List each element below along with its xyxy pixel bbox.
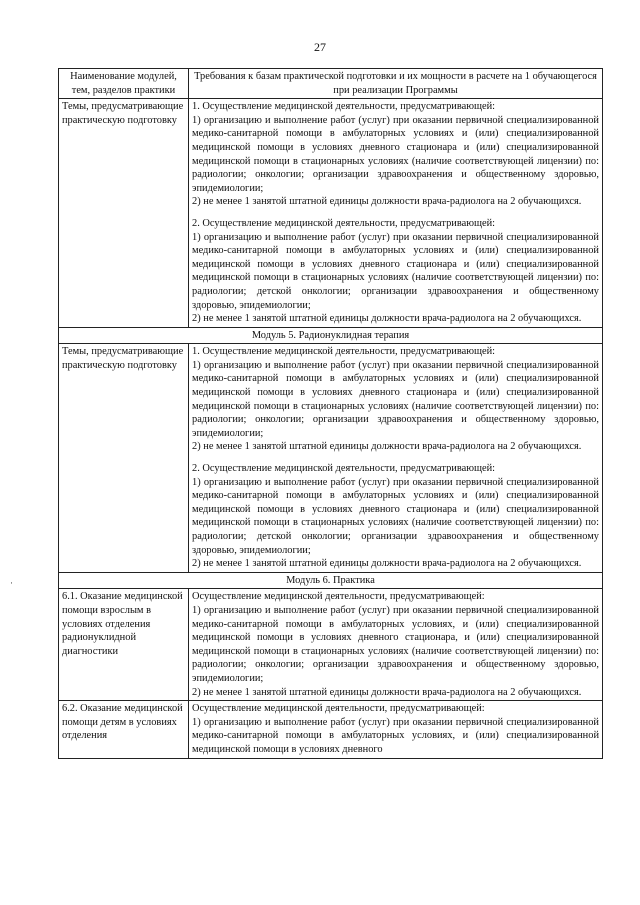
module-title: Модуль 5. Радионуклидная терапия [59, 327, 603, 344]
requirement-line: 2) не менее 1 занятой штатной единицы должности врача-радиолога на 2 обучающихся. [192, 441, 582, 453]
requirements-cell [189, 99, 603, 328]
requirement-line: 1) организацию и выполнение работ (услуг) при оказании первичной специализированной медико-санитарной помощи в амбулаторных условиях и (или) специализированной медицинской помощи в условиях дневного стационара и (или) специализированной медицинской помощи в стационарных условиях (наличие соответствующей лицензии) по: радиологии; детской онкологии; организации здравоохранения и общественному здоровью, эпидемиологии; [192, 476, 599, 556]
requirement-line: Осуществление медицинской деятельности, предусматривающей: [192, 703, 485, 715]
requirement-line: 1) организацию и выполнение работ (услуг) при оказании первичной специализированной медико-санитарной помощи в амбулаторных условиях и (или) специализированной медицинской помощи в условиях дневного стационара и (или) специализированной медицинской помощи в стационарных условиях (наличие соответствующей лицензии) по: радиологии; онкологии; организации здравоохранения и общественному здоровью, эпидемиологии; [192, 114, 599, 194]
table-row [59, 589, 603, 701]
requirement-line: 2) не менее 1 занятой штатной единицы должности врача-радиолога на 2 обучающихся. [192, 313, 582, 325]
requirement-block [192, 345, 599, 454]
requirement-block [192, 590, 599, 699]
requirements-cell [189, 344, 603, 573]
requirement-line: 1. Осуществление медицинской деятельности, предусматривающей: [192, 101, 496, 113]
table-body [59, 99, 603, 758]
requirement-line: 2) не менее 1 занятой штатной единицы должности врача-радиолога на 2 обучающихся. [192, 686, 582, 698]
requirement-block [192, 100, 599, 209]
requirement-line: 2) не менее 1 занятой штатной единицы должности врача-радиолога на 2 обучающихся. [192, 196, 582, 208]
table-row [59, 99, 603, 328]
topic-cell: 6.2. Оказание медицинской помощи детям в условиях отделения [59, 701, 189, 758]
requirement-block [192, 702, 599, 756]
header-requirements: Требования к базам практической подготовки и их мощности в расчете на 1 обучающегося при реализации Программы [189, 69, 603, 99]
module-row [59, 327, 603, 344]
topic-cell: Темы, предусматривающие практическую подготовку [59, 344, 189, 573]
table-header-row [59, 69, 603, 99]
requirement-line: 1) организацию и выполнение работ (услуг) при оказании первичной специализированной медико-санитарной помощи в амбулаторных условиях, и (или) специализированной медицинской помощи в условиях дневного стационара, и (или) специализированной медицинской помощи в стационарных условиях (наличие соответствующей лицензии) по: радиологии; онкологии; организации здравоохранения и общественному здоровью, эпидемиологии; [192, 604, 599, 684]
requirements-cell [189, 589, 603, 701]
requirement-line: 1) организацию и выполнение работ (услуг) при оказании первичной специализированной медико-санитарной помощи в амбулаторных условиях и (или) специализированной медицинской помощи в условиях дневного стационара и (или) специализированной медицинской помощи в стационарных условиях (наличие соответствующей лицензии) по: радиологии; детской онкологии; организации здравоохранения и общественному здоровью, эпидемиологии; [192, 231, 599, 311]
requirement-line: 1. Осуществление медицинской деятельности, предусматривающей: [192, 346, 496, 358]
table-row [59, 344, 603, 573]
requirements-table [58, 68, 603, 759]
requirements-cell [189, 701, 603, 758]
module-title: Модуль 6. Практика [59, 572, 603, 589]
module-row [59, 572, 603, 589]
requirement-line: Осуществление медицинской деятельности, предусматривающей: [192, 591, 485, 603]
requirement-line: 1) организацию и выполнение работ (услуг) при оказании первичной специализированной медико-санитарной помощи в амбулаторных условиях, и (или) специализированной медицинской помощи в условиях дневного [192, 716, 599, 755]
topic-cell: Темы, предусматривающие практическую подготовку [59, 99, 189, 328]
margin-mark: · [10, 578, 13, 588]
table-row [59, 701, 603, 758]
topic-cell: 6.1. Оказание медицинской помощи взрослым в условиях отделения радионуклидной диагностики [59, 589, 189, 701]
requirement-block [192, 462, 599, 571]
page-number: 27 [314, 40, 326, 54]
requirement-block [192, 217, 599, 326]
header-modules: Наименование модулей, тем, разделов практики [59, 69, 189, 99]
requirement-line: 2. Осуществление медицинской деятельности, предусматривающей: [192, 463, 496, 475]
requirement-line: 2) не менее 1 занятой штатной единицы должности врача-радиолога на 2 обучающихся. [192, 558, 582, 570]
requirement-line: 2. Осуществление медицинской деятельности, предусматривающей: [192, 217, 496, 229]
requirement-line: 1) организацию и выполнение работ (услуг) при оказании первичной специализированной медико-санитарной помощи в амбулаторных условиях и (или) специализированной медицинской помощи в условиях дневного стационара и (или) специализированной медицинской помощи в стационарных условиях (наличие соответствующей лицензии) по: радиологии; онкологии; организации здравоохранения и общественному здоровью, эпидемиологии; [192, 359, 599, 439]
